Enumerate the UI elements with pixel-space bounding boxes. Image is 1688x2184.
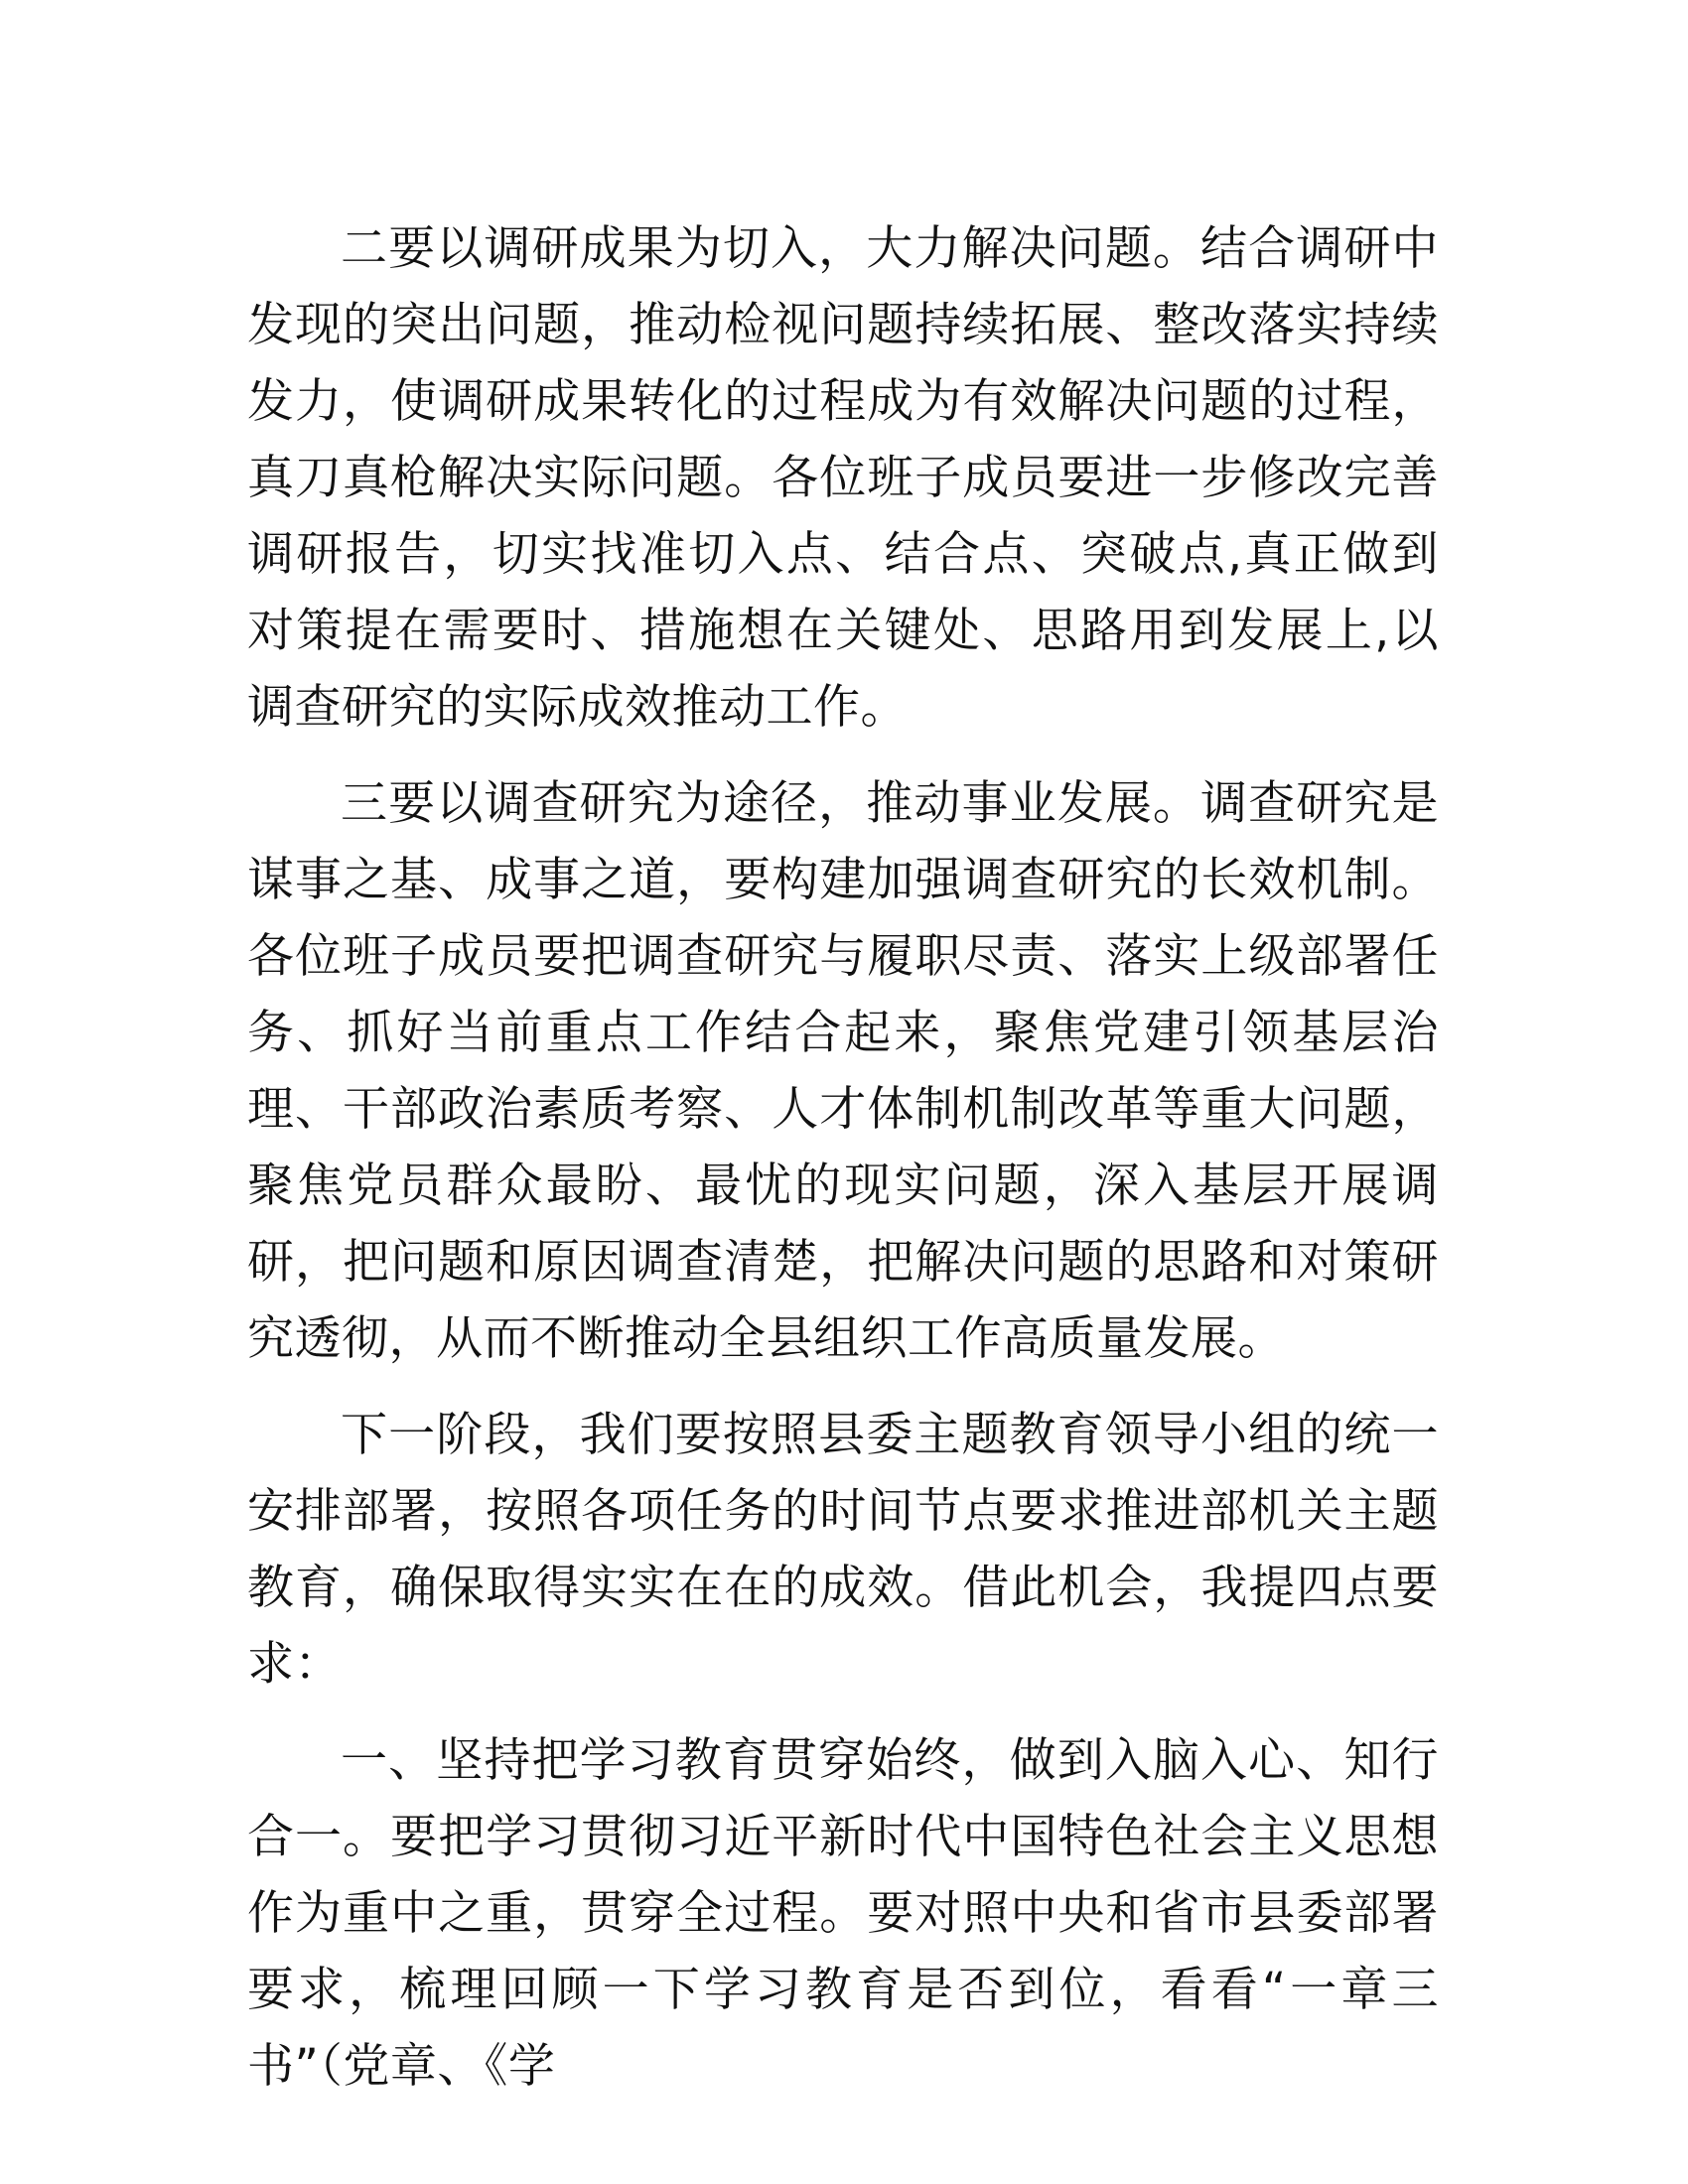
document-body bbox=[247, 210, 1439, 2124]
paragraph-research-results: 二要以调研成果为切入，大力解决问题。结合调研中发现的突出问题，推动检视问题持续拓展、整改落实持续发力，使调研成果转化的过程成为有效解决问题的过程，真刀真枪解决实际问题。各位班子成员要进一步修改完善调研报告，切实找准切入点、结合点、突破点,真正做到对策提在需要时、措施想在关键处、思路用到发展上,以调查研究的实际成效推动工作。 bbox=[247, 221, 1439, 735]
paragraph-requirement-one: 一、坚持把学习教育贯穿始终，做到入脑入心、知行合一。要把学习贯彻习近平新时代中国特色社会主义思想作为重中之重，贯穿全过程。要对照中央和省市县委部署要求，梳理回顾一下学习教育是否到位，看看“一章三书”（党章、《学 bbox=[247, 1733, 1439, 2094]
paragraph-next-stage: 下一阶段，我们要按照县委主题教育领导小组的统一安排部署，按照各项任务的时间节点要求推进部机关主题教育，确保取得实实在在的成效。借此机会，我提四点要求： bbox=[247, 1408, 1439, 1692]
paragraph-research-approach: 三要以调查研究为途径，推动事业发展。调查研究是谋事之基、成事之道，要构建加强调查研究的长效机制。各位班子成员要把调查研究与履职尽责、落实上级部署任务、抓好当前重点工作结合起来，聚焦党建引领基层治理、干部政治素质考察、人才体制机制改革等重大问题，聚焦党员群众最盼、最忧的现实问题，深入基层开展调研，把问题和原因调查清楚，把解决问题的思路和对策研究透彻，从而不断推动全县组织工作高质量发展。 bbox=[247, 776, 1439, 1366]
